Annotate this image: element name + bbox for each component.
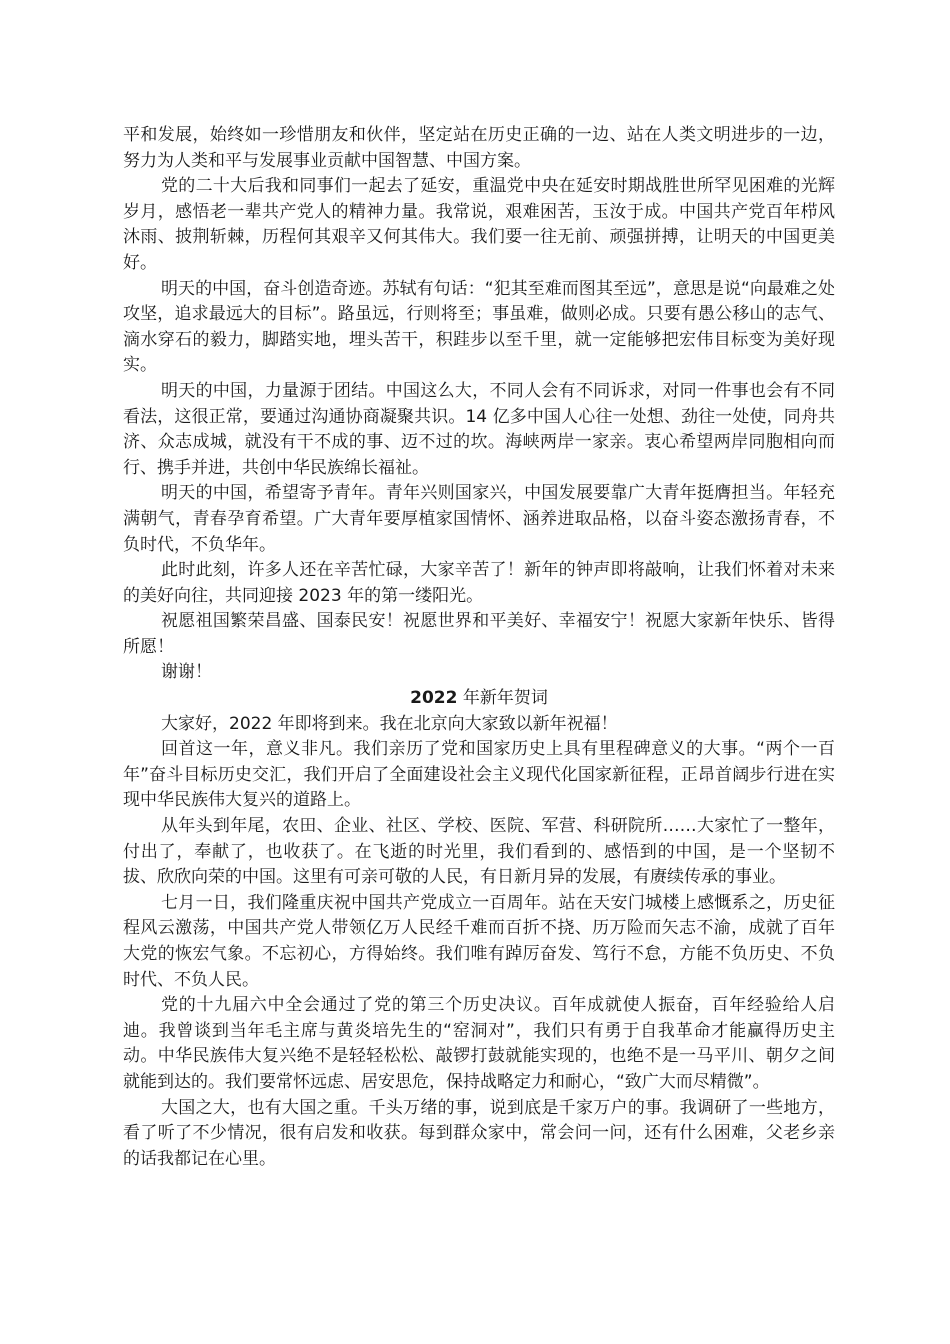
paragraph-continuation: 平和发展，始终如一珍惜朋友和伙伴，坚定站在历史正确的一边、站在人类文明进步的一边，努力为人类和平与发展事业贡献中国智慧、中国方案。 xyxy=(123,125,835,171)
paragraph-greeting: 大家好，2022 年即将到来。我在北京向大家致以新年祝福！ xyxy=(161,713,618,734)
paragraph-yanan: 党的二十大后我和同事们一起去了延安，重温党中央在延安时期战胜世所罕见困难的光辉岁月，感悟老一辈共产党人的精神力量。我常说，艰难困苦，玉汝于成。中国共产党百年栉风沐雨、披荆斩棘，历程何其艰辛又何其伟大。我们要一往无前、顽强拼搏，让明天的中国更美好。 xyxy=(123,176,835,273)
paragraph-review: 回首这一年，意义非凡。我们亲历了党和国家历史上具有里程碑意义的大事。“两个一百年”奋斗目标历史交汇，我们开启了全面建设社会主义现代化国家新征程，正昂首阔步行进在实现中华民族伟大复兴的道路上。 xyxy=(123,739,835,811)
paragraph-historical-resolution: 党的十九届六中全会通过了党的第三个历史决议。百年成就使人振奋，百年经验给人启迪。我曾谈到当年毛主席与黄炎培先生的“窑洞对”，我们只有勇于自我革命才能赢得历史主动。中华民族伟大复兴绝不是轻轻松松、敲锣打鼓就能实现的，也绝不是一马平川、朝夕之间就能到达的。我们要常怀远虑、居安思危，保持战略定力和耐心，“致广大而尽精微”。 xyxy=(123,995,835,1092)
section-title-year: 2022 xyxy=(410,688,458,709)
section-title xyxy=(123,686,835,712)
paragraph-youth: 明天的中国，希望寄予青年。青年兴则国家兴，中国发展要靠广大青年挺膺担当。年轻充满朝气，青春孕育希望。广大青年要厚植家国情怀、涵养进取品格，以奋斗姿态激扬青春，不负时代，不负华年。 xyxy=(123,483,835,555)
paragraph-wishes: 祝愿祖国繁荣昌盛、国泰民安！祝愿世界和平美好、幸福安宁！祝愿大家新年快乐、皆得所愿！ xyxy=(123,611,835,657)
section-title-text: 年新年贺词 xyxy=(462,688,548,709)
paragraph-july-first: 七月一日，我们隆重庆祝中国共产党成立一百周年。站在天安门城楼上感慨系之，历史征程风云激荡，中国共产党人带领亿万人民经千难而百折不挠、历万险而矢志不渝，成就了百年大党的恢宏气象。不忘初心，方得始终。我们唯有踔厉奋发、笃行不怠，方能不负历史、不负时代、不负人民。 xyxy=(123,892,835,990)
paragraph-thanks: 谢谢！ xyxy=(161,662,212,683)
document-body xyxy=(123,123,835,1172)
paragraph-struggle: 明天的中国，奋斗创造奇迹。苏轼有句话：“犯其至难而图其至远”，意思是说“向最难之处攻坚，追求最远大的目标”。路虽远，行则将至；事虽难，做则必成。只要有愚公移山的志气、滴水穿石的毅力，脚踏实地，埋头苦干，积跬步以至千里，就一定能够把宏伟目标变为美好现实。 xyxy=(123,278,835,376)
paragraph-new-year-bell: 此时此刻，许多人还在辛苦忙碌，大家辛苦了！新年的钟声即将敲响，让我们怀着对未来的美好向往，共同迎接 2023 年的第一缕阳光。 xyxy=(123,560,835,606)
paragraph-unity: 明天的中国，力量源于团结。中国这么大，不同人会有不同诉求，对同一件事也会有不同看法，这很正常，要通过沟通协商凝聚共识。14 亿多中国人心往一处想、劲往一处使，同舟共济、众志成城，就没有干不成的事、迈不过的坎。海峡两岸一家亲。衷心希望两岸同胞相向而行、携手并进，共创中华民族绵长福祉。 xyxy=(123,380,835,478)
paragraph-busy-year: 从年头到年尾，农田、企业、社区、学校、医院、军营、科研院所……大家忙了一整年，付出了，奉献了，也收获了。在飞逝的时光里，我们看到的、感悟到的中国，是一个坚韧不拔、欣欣向荣的中国。这里有可亲可敬的人民，有日新月异的发展，有赓续传承的事业。 xyxy=(123,816,835,888)
paragraph-great-nation: 大国之大，也有大国之重。千头万绪的事，说到底是千家万户的事。我调研了一些地方，看了听了不少情况，很有启发和收获。每到群众家中，常会问一问，还有什么困难，父老乡亲的话我都记在心里。 xyxy=(123,1097,835,1169)
